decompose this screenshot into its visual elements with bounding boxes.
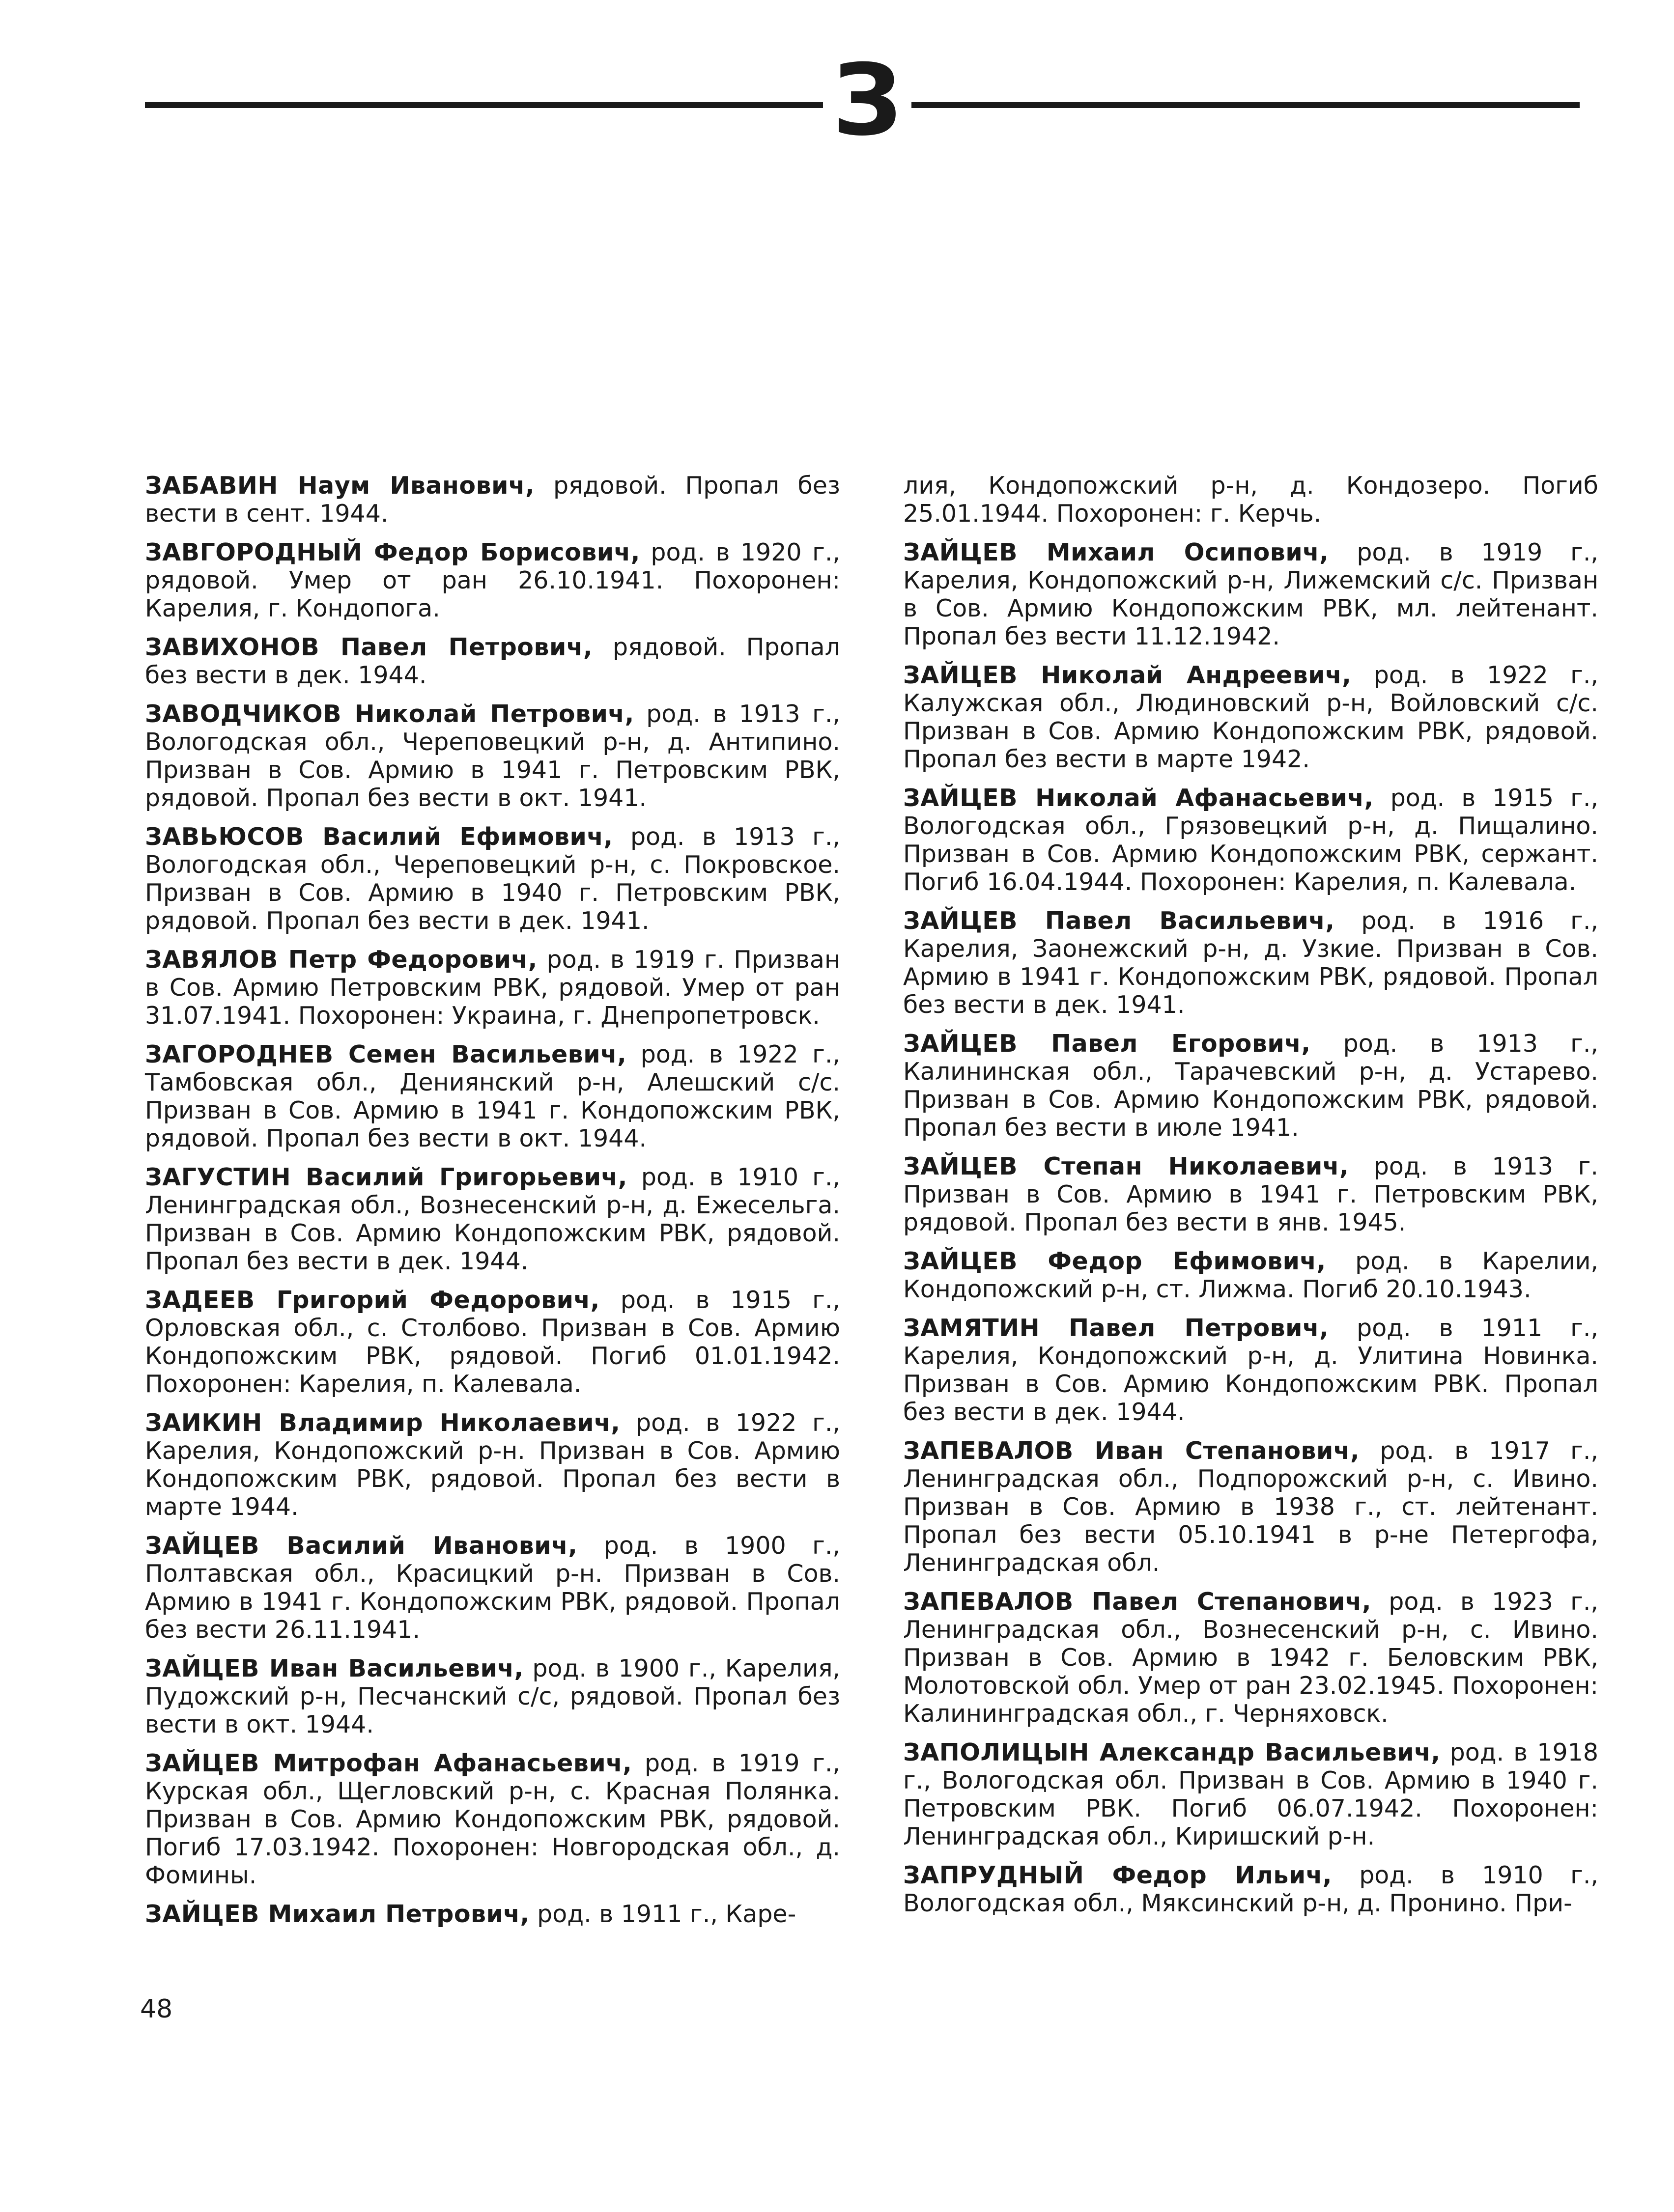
entry-name: ЗАДЕЕВ Григорий Федорович, bbox=[145, 1286, 600, 1314]
entry-text: рядовой. Пропал без вести в сент. 1944. bbox=[145, 472, 840, 528]
entry-text: род. в Карелии, Кондопожский р-н, ст. Лижма. Погиб 20.10.1943. bbox=[903, 1247, 1598, 1303]
entry bbox=[903, 1247, 1598, 1303]
entry bbox=[145, 700, 840, 812]
entry-name: ЗАЙЦЕВ Михаил Петрович, bbox=[145, 1900, 530, 1928]
entry-name: ЗАИКИН Владимир Николаевич, bbox=[145, 1409, 621, 1437]
entry-name: ЗАВЯЛОВ Петр Федорович, bbox=[145, 946, 538, 974]
entry-text: род. в 1922 г., Тамбовская обл., Дениянский р-н, Алешский с/с. Призван в Сов. Армию в 1941 г. Кондопожским РВК, рядовой. Пропал без вести в окт. 1944. bbox=[145, 1040, 840, 1152]
entry-name: ЗАПОЛИЦЫН Александр Васильевич, bbox=[903, 1738, 1441, 1766]
entry bbox=[145, 633, 840, 689]
section-header bbox=[145, 43, 1580, 158]
entry-name: ЗАЙЦЕВ Михаил Осипович, bbox=[903, 538, 1329, 566]
entry bbox=[903, 1437, 1598, 1577]
entry-text: род. в 1913 г., Калининская обл., Тарачевский р-н, д. Устарево. Призван в Сов. Армию Кондопожским РВК, рядовой. Пропал без вести в июле 1941. bbox=[903, 1030, 1598, 1142]
entry-name: ЗАПРУДНЫЙ Федор Ильич, bbox=[903, 1861, 1332, 1889]
entry-name: ЗАВГОРОДНЫЙ Федор Борисович, bbox=[145, 538, 640, 566]
entry-name: ЗАЙЦЕВ Митрофан Афанасьевич, bbox=[145, 1749, 632, 1777]
entry-text: лия, Кондопожский р-н, д. Кондозеро. Погиб 25.01.1944. Похоронен: г. Керчь. bbox=[903, 472, 1598, 528]
entry bbox=[903, 1314, 1598, 1426]
section-letter: З bbox=[832, 43, 903, 158]
header-rule-right bbox=[911, 102, 1580, 108]
entry-name: ЗАВОДЧИКОВ Николай Петрович, bbox=[145, 700, 634, 728]
entry-name: ЗАГУСТИН Василий Григорьевич, bbox=[145, 1163, 627, 1191]
entry-text: род. в 1910 г., Вологодская обл., Мяксинский р-н, д. Пронино. При- bbox=[903, 1861, 1598, 1917]
entry-text: род. в 1900 г., Полтавская обл., Красицкий р-н. Призван в Сов. Армию в 1941 г. Кондопожским РВК, рядовой. Пропал без вести 26.11.1941. bbox=[145, 1532, 840, 1644]
entry-text: род. в 1915 г., Орловская обл., с. Столбово. Призван в Сов. Армию Кондопожским РВК, рядовой. Погиб 01.01.1942. Похоронен: Карелия, п. Калевала. bbox=[145, 1286, 840, 1398]
right-column bbox=[903, 472, 1598, 1928]
entry bbox=[145, 1900, 840, 1928]
entry-text: род. в 1911 г., Каре- bbox=[529, 1900, 796, 1928]
entry bbox=[903, 907, 1598, 1019]
entry-text: род. в 1917 г., Ленинградская обл., Подпорожский р-н, с. Ивино. Призван в Сов. Армию в 1938 г., ст. лейтенант. Пропал без вести 05.10.1941 в р-не Петергофа, Ленинградская обл. bbox=[903, 1437, 1598, 1577]
entry-name: ЗАПЕВАЛОВ Павел Степанович, bbox=[903, 1588, 1371, 1616]
entry-text: род. в 1913 г. Призван в Сов. Армию в 1941 г. Петровским РВК, рядовой. Пропал без вести в янв. 1945. bbox=[903, 1152, 1598, 1236]
entry-text: род. в 1923 г., Ленинградская обл., Вознесенский р-н, с. Ивино. Призван в Сов. Армию в 1942 г. Беловским РВК, Молотовской обл. Умер от ран 23.02.1945. Похоронен: Калининградская обл., г. Черняховск. bbox=[903, 1588, 1598, 1728]
entry bbox=[145, 823, 840, 935]
entry-name: ЗАЙЦЕВ Василий Иванович, bbox=[145, 1532, 578, 1560]
entry bbox=[145, 1532, 840, 1644]
entry-text: род. в 1919 г. Призван в Сов. Армию Петровским РВК, рядовой. Умер от ран 31.07.1941. Похоронен: Украина, г. Днепропетровск. bbox=[145, 946, 840, 1030]
entry-text: род. в 1910 г., Ленинградская обл., Вознесенский р-н, д. Ежесельга. Призван в Сов. Армию Кондопожским РВК, рядовой. Пропал без вести в дек. 1944. bbox=[145, 1163, 840, 1275]
entry-text: род. в 1920 г., рядовой. Умер от ран 26.10.1941. Похоронен: Карелия, г. Кондопога. bbox=[145, 538, 840, 622]
entry-name: ЗАПЕВАЛОВ Иван Степанович, bbox=[903, 1437, 1360, 1465]
entry-text: рядовой. Пропал без вести в дек. 1944. bbox=[145, 633, 840, 689]
entry bbox=[145, 1409, 840, 1521]
entry-name: ЗАВИХОНОВ Павел Петрович, bbox=[145, 633, 593, 661]
entry-text: род. в 1913 г., Вологодская обл., Череповецкий р-н, д. Антипино. Призван в Сов. Армию в 1941 г. Петровским РВК, рядовой. Пропал без вести в окт. 1941. bbox=[145, 700, 840, 812]
entry-name: ЗАЙЦЕВ Павел Егорович, bbox=[903, 1030, 1311, 1058]
entry-text: род. в 1922 г., Калужская обл., Людиновский р-н, Войловский с/с. Призван в Сов. Армию Кондопожским РВК, рядовой. Пропал без вести в марте 1942. bbox=[903, 661, 1598, 773]
entry-text: род. в 1913 г., Вологодская обл., Череповецкий р-н, с. Покровское. Призван в Сов. Армию в 1940 г. Петровским РВК, рядовой. Пропал без вести в дек. 1941. bbox=[145, 823, 840, 935]
entry-text: род. в 1918 г., Вологодская обл. Призван в Сов. Армию в 1940 г. Петровским РВК. Погиб 06.07.1942. Похоронен: Ленинградская обл., Киришский р-н. bbox=[903, 1738, 1598, 1850]
entry-text: род. в 1916 г., Карелия, Заонежский р-н, д. Узкие. Призван в Сов. Армию в 1941 г. Кондопожским РВК, рядовой. Пропал без вести в дек. 1941. bbox=[903, 907, 1598, 1019]
entry bbox=[145, 538, 840, 622]
entry bbox=[903, 472, 1598, 528]
header-rule-left bbox=[145, 102, 823, 108]
entry bbox=[145, 472, 840, 528]
entry-name: ЗАЙЦЕВ Николай Афанасьевич, bbox=[903, 784, 1374, 812]
entry bbox=[903, 1588, 1598, 1728]
entry-text: род. в 1900 г., Карелия, Пудожский р-н, Песчанский с/с, рядовой. Пропал без вести в окт. 1944. bbox=[145, 1654, 840, 1738]
entry-name: ЗАЙЦЕВ Степан Николаевич, bbox=[903, 1152, 1349, 1180]
entry bbox=[903, 1152, 1598, 1236]
entry bbox=[145, 1749, 840, 1889]
entry bbox=[145, 946, 840, 1030]
page-number: 48 bbox=[140, 1994, 173, 2024]
entry bbox=[145, 1654, 840, 1738]
entry bbox=[903, 1861, 1598, 1917]
entry-name: ЗАЙЦЕВ Федор Ефимович, bbox=[903, 1247, 1326, 1275]
entry-name: ЗАЙЦЕВ Иван Васильевич, bbox=[145, 1654, 524, 1682]
entry-name: ЗАЙЦЕВ Николай Андреевич, bbox=[903, 661, 1352, 689]
entry-text: род. в 1922 г., Карелия, Кондопожский р-н. Призван в Сов. Армию Кондопожским РВК, рядовой. Пропал без вести в марте 1944. bbox=[145, 1409, 840, 1521]
entry-name: ЗАЙЦЕВ Павел Васильевич, bbox=[903, 907, 1335, 935]
entry bbox=[903, 1738, 1598, 1850]
entry bbox=[903, 538, 1598, 650]
entry bbox=[903, 1030, 1598, 1142]
entry bbox=[145, 1163, 840, 1275]
entry-text: род. в 1915 г., Вологодская обл., Грязовецкий р-н, д. Пищалино. Призван в Сов. Армию Кондопожским РВК, сержант. Погиб 16.04.1944. Похоронен: Карелия, п. Калевала. bbox=[903, 784, 1598, 896]
entry bbox=[145, 1286, 840, 1398]
entry-text: род. в 1919 г., Курская обл., Щегловский р-н, с. Красная Полянка. Призван в Сов. Армию Кондопожским РВК, рядовой. Погиб 17.03.1942. Похоронен: Новгородская обл., д. Фомины. bbox=[145, 1749, 840, 1889]
entry-text: род. в 1919 г., Карелия, Кондопожский р-н, Лижемский с/с. Призван в Сов. Армию Кондопожским РВК, мл. лейтенант. Пропал без вести 11.12.1942. bbox=[903, 538, 1598, 650]
entry-name: ЗАМЯТИН Павел Петрович, bbox=[903, 1314, 1329, 1342]
entry bbox=[903, 784, 1598, 896]
entry-name: ЗАБАВИН Наум Иванович, bbox=[145, 472, 535, 500]
entry-name: ЗАГОРОДНЕВ Семен Васильевич, bbox=[145, 1040, 627, 1068]
entry-text: род. в 1911 г., Карелия, Кондопожский р-н, д. Улитина Новинка. Призван в Сов. Армию Кондопожским РВК. Пропал без вести в дек. 1944. bbox=[903, 1314, 1598, 1426]
entry-name: ЗАВЬЮСОВ Василий Ефимович, bbox=[145, 823, 613, 851]
entry bbox=[903, 661, 1598, 773]
left-column bbox=[145, 472, 840, 1939]
entry bbox=[145, 1040, 840, 1152]
